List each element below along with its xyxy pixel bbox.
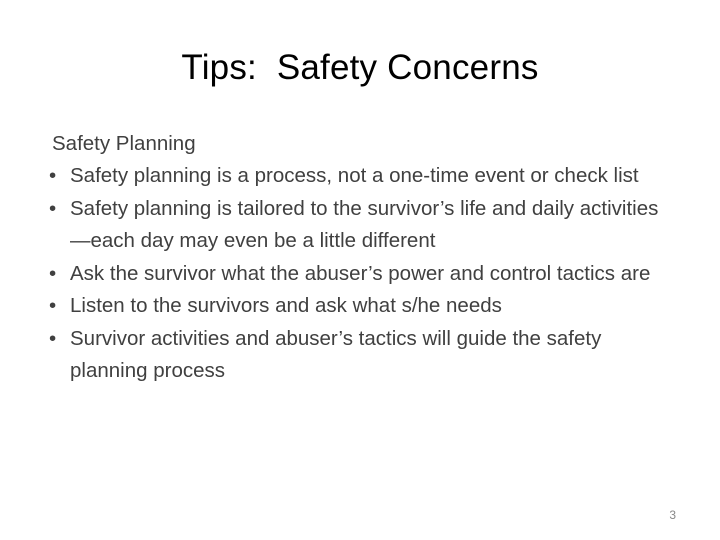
bullet-icon: • <box>49 164 57 187</box>
section-heading: Safety Planning <box>52 132 196 155</box>
bullet-item <box>48 290 678 323</box>
slide-body <box>48 128 678 388</box>
bullet-text: Survivor activities and abuser’s tactics will guide the safety planning process <box>70 326 602 382</box>
page-number: 3 <box>669 508 676 522</box>
bullet-icon: • <box>49 294 57 317</box>
bullet-icon: • <box>49 196 57 220</box>
bullet-text: Listen to the survivors and ask what s/he needs <box>70 294 502 317</box>
bullet-icon: • <box>49 326 57 350</box>
bullet-text: Ask the survivor what the abuser’s power and control tactics are <box>70 261 651 285</box>
bullet-item <box>48 258 678 291</box>
slide-title: Tips: Safety Concerns <box>181 48 539 87</box>
bullet-item <box>48 323 678 388</box>
bullet-list <box>48 160 678 388</box>
bullet-text: Safety planning is tailored to the survivor’s life and daily activities—each day may even be a little different <box>70 196 659 252</box>
bullet-text: Safety planning is a process, not a one-time event or check list <box>70 164 639 187</box>
bullet-item <box>48 160 678 193</box>
bullet-item <box>48 193 678 258</box>
bullet-icon: • <box>49 261 57 285</box>
